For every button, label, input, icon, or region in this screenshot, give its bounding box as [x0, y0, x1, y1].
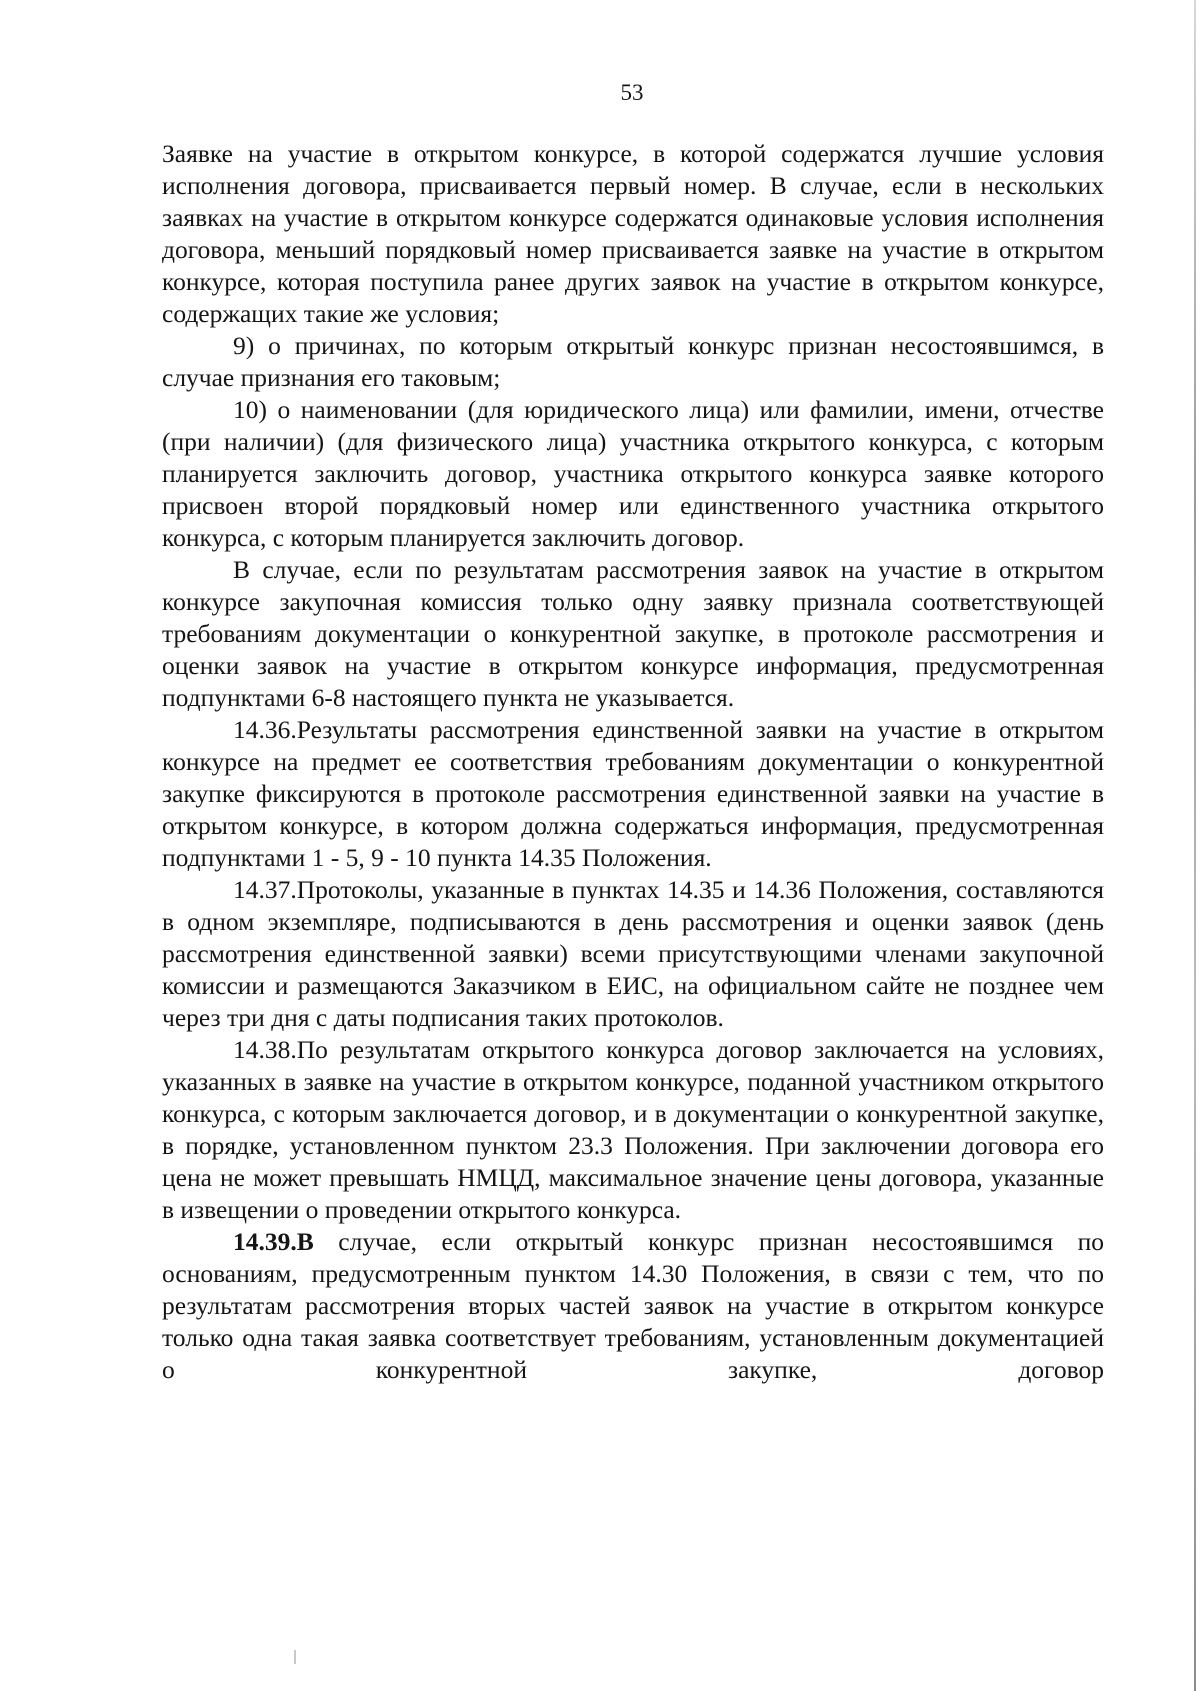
paragraph-text: В случае, если по результатам рассмотрения заявок на участие в открытом конкурсе закупочная комиссия только одну заявку признала соответствующей требованиям документации о конкурентной закупке, в протоколе рассмотрения и оценки заявок на участие в открытом конкурсе информация, предусмотренная подпунктами 6-8 настоящего пункта не указывается. [162, 555, 1104, 712]
paragraph-14-38 [162, 1034, 1104, 1226]
paragraph-lead: 14.39.В [233, 1227, 314, 1256]
paragraph-14-37 [162, 874, 1104, 1034]
paragraph-continuation [162, 138, 1104, 330]
paragraph-single-application [162, 554, 1104, 714]
paragraph-text: 14.38.По результатам открытого конкурса договор заключается на условиях, указанных в заявке на участие в открытом конкурсе, поданной участником открытого конкурса, с которым заключается договор, и в документации о конкурентной закупке, в порядке, установленном пунктом 23.3 Положения. При заключении договора его цена не может превышать НМЦД, максимальное значение цены договора, указанные в извещении о проведении открытого конкурса. [162, 1035, 1104, 1224]
paragraph-text: 10) о наименовании (для юридического лица) или фамилии, имени, отчестве (при наличии) (для физического лица) участника открытого конкурса, с которым планируется заключить договор, участника открытого конкурса заявке которого присвоен второй порядковый номер или единственного участника открытого конкурса, с которым планируется заключить договор. [162, 395, 1104, 552]
paragraph-text: 9) о причинах, по которым открытый конкурс признан несостоявшимся, в случае признания его таковым; [162, 331, 1104, 392]
document-body [162, 138, 1104, 1386]
paragraph-14-36 [162, 714, 1104, 874]
paragraph-text: Заявке на участие в открытом конкурсе, в которой содержатся лучшие условия исполнения договора, присваивается первый номер. В случае, если в нескольких заявках на участие в открытом конкурсе содержатся одинаковые условия исполнения договора, меньший порядковый номер присваивается заявке на участие в открытом конкурсе, которая поступила ранее других заявок на участие в открытом конкурсе, содержащих такие же условия; [162, 139, 1104, 328]
paragraph-text: случае, если открытый конкурс признан несостоявшимся по основаниям, предусмотренным пунктом 14.30 Положения, в связи с тем, что по результатам рассмотрения вторых частей заявок на участие в открытом конкурсе только одна такая заявка соответствует требованиям, установленным документацией о конкурентной закупке, договор [162, 1227, 1104, 1384]
paragraph-text: 14.36.Результаты рассмотрения единственной заявки на участие в открытом конкурсе на предмет ее соответствия требованиям документации о конкурентной закупке фиксируются в протоколе рассмотрения единственной заявки на участие в открытом конкурсе, в котором должна содержаться информация, предусмотренная подпунктами 1 - 5, 9 - 10 пункта 14.35 Положения. [162, 715, 1104, 872]
paragraph-item-9 [162, 330, 1104, 394]
scan-artifact [294, 1650, 296, 1664]
paragraph-item-10 [162, 394, 1104, 554]
scan-edge-line [1194, 0, 1196, 1691]
paragraph-text: 14.37.Протоколы, указанные в пунктах 14.35 и 14.36 Положения, составляются в одном экземпляре, подписываются в день рассмотрения и оценки заявок (день рассмотрения единственной заявки) всеми присутствующими членами закупочной комиссии и размещаются Заказчиком в ЕИС, на официальном сайте не позднее чем через три дня с даты подписания таких протоколов. [162, 875, 1104, 1032]
page-number: 53 [620, 80, 644, 105]
paragraph-14-39 [162, 1226, 1104, 1386]
